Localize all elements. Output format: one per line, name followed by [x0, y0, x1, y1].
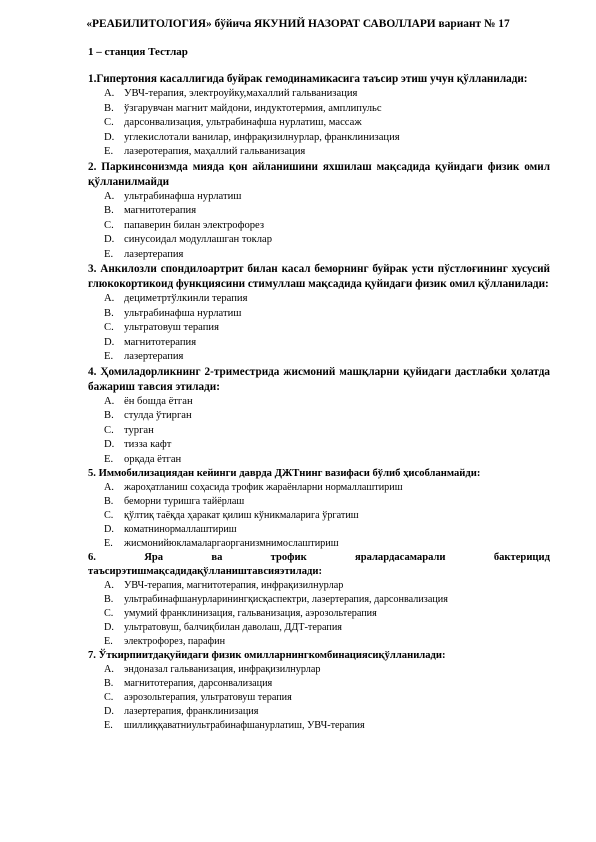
option-letter: C.	[104, 692, 114, 703]
option-text: жисмонийюкламаларгаорганизмнимослаштириш	[124, 538, 339, 549]
option-text: лазертерапия	[124, 248, 184, 260]
option-text: магнитотерапия	[124, 205, 197, 216]
option-letter: C.	[104, 322, 114, 333]
option-text: орқада ётган	[124, 453, 182, 465]
answer-option	[88, 677, 550, 691]
option-text: дарсонвализация, ультрабинафша нурлатиш, массаж	[124, 117, 362, 128]
option-text: УВЧ-терапия, магнитотерапия, инфрақизилнурлар	[124, 580, 344, 591]
answer-option	[88, 233, 550, 248]
option-text: углекислотали ванилар, инфрақизилнурлар, франклинизация	[124, 131, 400, 143]
answer-option	[88, 87, 550, 102]
answer-option	[88, 116, 550, 131]
option-letter: E.	[104, 351, 114, 362]
option-letter: D.	[104, 336, 115, 348]
option-text: УВЧ-терапия, электроуйку,махаллий гальванизация	[124, 88, 358, 99]
section-heading: 1 – станция Тестлар	[88, 46, 188, 58]
option-letter: D.	[104, 234, 115, 245]
answer-option	[88, 523, 550, 537]
option-letter: D.	[104, 131, 115, 143]
option-letter: B.	[104, 678, 114, 689]
option-letter: A.	[104, 664, 114, 675]
answer-option	[88, 336, 550, 351]
question-block	[88, 365, 550, 468]
question-text: 4. Ҳомиладорликнинг 2-триместрида жисмоний машқларни қуйидаги дастлабки ҳолатда бажариш тавсия этилади:	[88, 365, 550, 393]
option-letter: B.	[104, 307, 114, 319]
option-text: лазертерапия, франклинизация	[124, 706, 259, 717]
answer-option	[88, 607, 550, 621]
answer-option	[88, 719, 550, 733]
option-text: магнитотерапия, дарсонвализация	[124, 678, 273, 689]
option-letter: E.	[104, 538, 113, 549]
option-letter: E.	[104, 453, 114, 465]
answer-option	[88, 321, 550, 336]
option-text: синусоидал модуллашган токлар	[124, 234, 273, 245]
option-text: папаверин билан электрофорез	[124, 219, 265, 231]
option-text: жароҳатланиш соҳасида трофик жараёнларни нормаллаштириш	[124, 482, 403, 493]
option-letter: D.	[104, 706, 114, 717]
option-text: стулда ўтирган	[124, 410, 192, 421]
option-text: лазертерапия	[124, 351, 184, 362]
answer-option	[88, 509, 550, 523]
answer-option	[88, 453, 550, 468]
question-block	[88, 262, 550, 365]
answer-option	[88, 495, 550, 509]
answer-option	[88, 248, 550, 263]
answer-option	[88, 537, 550, 551]
question-block	[88, 551, 550, 649]
option-letter: A.	[104, 482, 114, 493]
question-text: 6. Яра ва трофик яралардасамарали бактерицид таъсирэтишмақсадидақўллаништавсияэтилади:	[88, 552, 550, 577]
question-text: 2. Паркинсонизмда мияда қон айланишини яхшилаш мақсадида қуйидаги физик омил қўлланилмайди	[88, 160, 550, 188]
answer-option	[88, 292, 550, 307]
question-block	[88, 160, 550, 263]
answer-option	[88, 481, 550, 495]
answer-option	[88, 204, 550, 219]
option-text: коматнинормаллаштириш	[124, 524, 237, 535]
option-letter: A.	[104, 395, 115, 407]
option-letter: A.	[104, 88, 115, 99]
option-text: ультрабинафша нурлатиш	[124, 307, 242, 319]
option-letter: D.	[104, 439, 115, 450]
option-letter: A.	[104, 580, 114, 591]
question-text: 5. Иммобилизациядан кейинги даврда ДЖТнинг вазифаси бўлиб ҳисобланмайди:	[88, 468, 481, 479]
page-title: «РЕАБИЛИТОЛОГИЯ» бўйича ЯКУНИЙ НАЗОРАТ САВОЛЛАРИ вариант № 17	[86, 18, 510, 30]
option-letter: A.	[104, 190, 115, 202]
option-letter: B.	[104, 594, 114, 605]
option-letter: B.	[104, 496, 114, 507]
answer-option	[88, 438, 550, 453]
answer-option	[88, 621, 550, 635]
question-text: 7. Ўткирпиитдақуйидаги физик омилларнингкомбинациясиқўлланилади:	[88, 650, 446, 661]
option-letter: E.	[104, 720, 113, 731]
answer-option	[88, 424, 550, 439]
option-letter: D.	[104, 524, 114, 535]
option-text: магнитотерапия	[124, 336, 197, 348]
answer-option	[88, 705, 550, 719]
option-text: аэрозольтерапия, ультратовуш терапия	[124, 692, 292, 703]
option-text: ультрабинафшанурларинингқисқаспектри, лазертерапия, дарсонвализация	[124, 594, 448, 605]
option-letter: E.	[104, 636, 113, 647]
option-text: ультрабинафша нурлатиш	[124, 190, 242, 202]
option-letter: C.	[104, 219, 114, 231]
question-block	[88, 72, 550, 160]
answer-option	[88, 663, 550, 677]
answer-option	[88, 145, 550, 160]
question-list	[88, 72, 550, 733]
answer-option	[88, 190, 550, 205]
option-text: ўзгарувчан магнит майдони, индуктотермия, амплипульс	[124, 102, 382, 114]
option-letter: C.	[104, 608, 114, 619]
option-letter: B.	[104, 410, 114, 421]
option-letter: B.	[104, 205, 114, 216]
option-text: лазеротерапия, маҳаллий гальванизация	[124, 146, 306, 157]
answer-option	[88, 102, 550, 117]
option-text: шиллиққаватниультрабинафшанурлатиш, УВЧ-терапия	[124, 720, 365, 731]
option-letter: C.	[104, 117, 114, 128]
question-block	[88, 649, 550, 733]
option-text: ультратовуш, балчиқбилан даволаш, ДДТ-терапия	[124, 622, 342, 633]
answer-option	[88, 395, 550, 410]
option-text: тизза кафт	[124, 439, 172, 450]
option-text: турган	[124, 424, 154, 436]
question-text: 3. Анкилозли спондилоартрит билан касал беморнинг буйрак усти пўстлоғининг хусусий глюкокортикоид функциясини стимуллаш мақсадида қуйидаги физик омил қўлланилади:	[88, 263, 550, 290]
question-text: 1.Гипертония касаллигида буйрак гемодинамикасига таъсир этиш учун қўлланилади:	[88, 73, 528, 85]
option-letter: A.	[104, 293, 115, 304]
option-letter: C.	[104, 510, 114, 521]
option-text: ультратовуш терапия	[124, 322, 219, 333]
answer-option	[88, 219, 550, 234]
option-text: беморни туришга тайёрлаш	[124, 496, 245, 507]
option-letter: E.	[104, 146, 114, 157]
answer-option	[88, 635, 550, 649]
option-letter: D.	[104, 622, 114, 633]
answer-option	[88, 409, 550, 424]
answer-option	[88, 350, 550, 365]
answer-option	[88, 307, 550, 322]
option-text: эндоназал гальванизация, инфрақизилнурлар	[124, 664, 321, 675]
option-text: ён бошда ётган	[124, 395, 193, 407]
option-letter: E.	[104, 248, 114, 260]
answer-option	[88, 131, 550, 146]
question-block	[88, 467, 550, 551]
option-text: қўлтиқ таёқда ҳаракат қилиш кўникмаларига ўргатиш	[124, 510, 359, 521]
option-text: электрофорез, парафин	[124, 636, 226, 647]
option-letter: C.	[104, 424, 114, 436]
answer-option	[88, 691, 550, 705]
answer-option	[88, 593, 550, 607]
option-text: дециметртўлкинли терапия	[124, 293, 248, 304]
answer-option	[88, 579, 550, 593]
option-letter: B.	[104, 102, 114, 114]
option-text: умумий франклинизация, гальванизация, аэрозольтерапия	[124, 608, 377, 619]
